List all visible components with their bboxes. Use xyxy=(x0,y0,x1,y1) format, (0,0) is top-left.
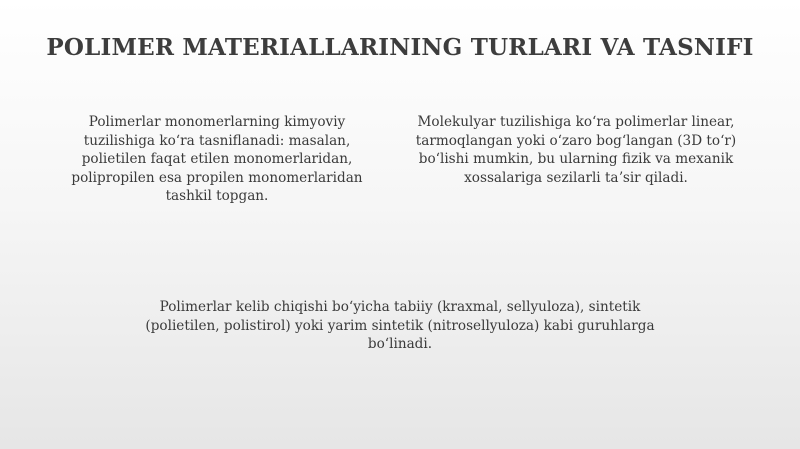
paragraph-chemical-classification: Polimerlar monomerlarning kimyoviy tuzilishiga koʻra tasniflanadi: masalan, polietilen faqat etilen monomerlaridan, polipropilen esa propilen monomerlaridan tashkil topgan. xyxy=(71,114,363,204)
slide-title: POLIMER MATERIALLARINING TURLARI VA TASNIFI xyxy=(46,34,754,61)
paragraph-molecular-structure: Molekulyar tuzilishiga koʻra polimerlar linear, tarmoqlangan yoki oʻzaro bogʻlangan (3D toʻr) boʻlishi mumkin, bu ularning fizik va mexanik xossalariga sezilarli taʼsir qiladi. xyxy=(415,114,737,186)
paragraph-origin-classification: Polimerlar kelib chiqishi boʻyicha tabiiy (kraxmal, sellyuloza), sintetik (polietilen, polistirol) yoki yarim sintetik (nitrosellyuloza) kabi guruhlarga boʻlinadi. xyxy=(145,299,655,352)
